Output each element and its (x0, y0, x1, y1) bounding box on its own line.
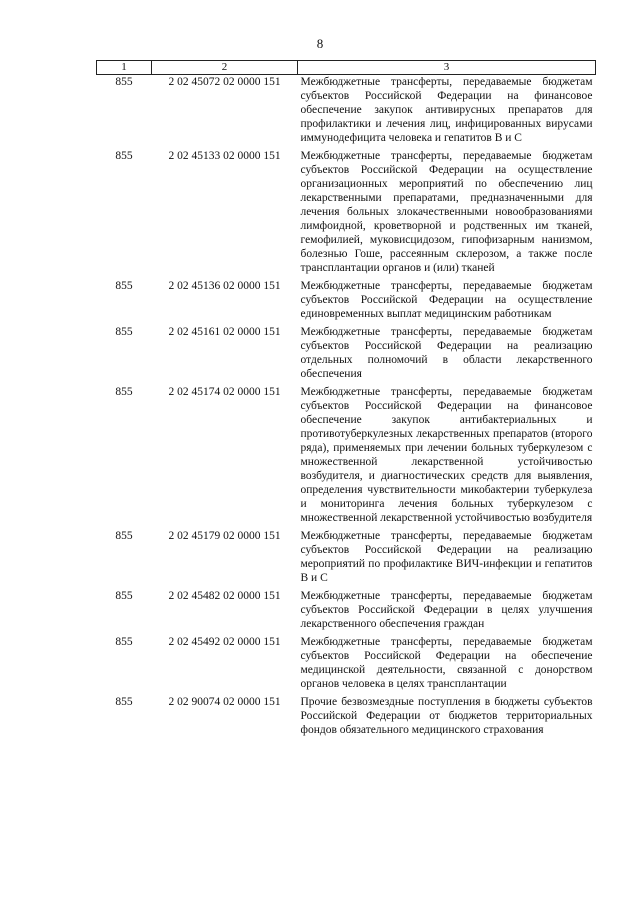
admin-code-cell: 855 (115, 280, 133, 292)
budget-code-cell: 2 02 45072 02 0000 151 (168, 76, 281, 88)
table-row (97, 385, 596, 529)
budget-code-cell: 2 02 45482 02 0000 151 (168, 590, 281, 602)
description-cell: Межбюджетные трансферты, передаваемые бюджетам субъектов Российской Федерации на реализацию отдельных полномочий в области лекарственного обеспечения (300, 326, 593, 380)
admin-code-cell: 855 (115, 636, 133, 648)
budget-code-cell: 2 02 45174 02 0000 151 (168, 386, 281, 398)
description-cell: Межбюджетные трансферты, передаваемые бюджетам субъектов Российской Федерации на финансовое обеспечение закупок антивирусных препаратов для профилактики и лечения лиц, инфицированных вирусами иммунодефицита человека и гепатитов В и С (300, 76, 593, 144)
description-cell: Прочие безвозмездные поступления в бюджеты субъектов Российской Федерации от бюджетов территориальных фондов обязательного медицинского страхования (300, 696, 593, 736)
budget-code-cell: 2 02 45136 02 0000 151 (168, 280, 281, 292)
description-cell: Межбюджетные трансферты, передаваемые бюджетам субъектов Российской Федерации на финансовое обеспечение закупок антибактериальных и противотуберкулезных лекарственных препаратов (второго ряда), применяемых при лечении больных туберкулезом с множественной лекарственной устойчивостью возбудителя, и диагностических средств для выявления, определения чувствительности микобактерии туберкулеза и мониторинга лечения больных туберкулезом с множественной лекарственной устойчивостью возбудителя (300, 386, 593, 524)
budget-code-cell: 2 02 45161 02 0000 151 (168, 326, 281, 338)
table-row (97, 149, 596, 279)
budget-code-cell: 2 02 45133 02 0000 151 (168, 150, 281, 162)
budget-code-cell: 2 02 45492 02 0000 151 (168, 636, 281, 648)
column-header-2: 2 (152, 61, 298, 75)
table-row (97, 695, 596, 741)
description-cell: Межбюджетные трансферты, передаваемые бюджетам субъектов Российской Федерации на осуществление организационных мероприятий по обеспечению лиц лекарственными препаратами, предназначенными для лечения больных злокачественными новообразованиями лимфоидной, кроветворной и родственных им тканей, гемофилией, муковисцидозом, гипофизарным нанизмом, болезнью Гоше, рассеянным склерозом, а также после трансплантации органов и (или) тканей (300, 150, 593, 274)
table-row (97, 635, 596, 695)
budget-code-cell: 2 02 90074 02 0000 151 (168, 696, 281, 708)
table-row (97, 279, 596, 325)
admin-code-cell: 855 (115, 326, 133, 338)
column-header-3: 3 (298, 61, 596, 75)
description-cell: Межбюджетные трансферты, передаваемые бюджетам субъектов Российской Федерации на осуществление единовременных выплат медицинским работникам (300, 280, 593, 320)
table-header-row (97, 61, 596, 75)
table-row (97, 529, 596, 589)
budget-code-cell: 2 02 45179 02 0000 151 (168, 530, 281, 542)
admin-code-cell: 855 (115, 386, 133, 398)
admin-code-cell: 855 (115, 590, 133, 602)
page-number: 8 (316, 36, 324, 51)
description-cell: Межбюджетные трансферты, передаваемые бюджетам субъектов Российской Федерации на реализацию мероприятий по профилактике ВИЧ-инфекции и гепатитов В и С (300, 530, 593, 584)
admin-code-cell: 855 (115, 530, 133, 542)
table-row (97, 75, 596, 150)
column-header-1: 1 (97, 61, 152, 75)
description-cell: Межбюджетные трансферты, передаваемые бюджетам субъектов Российской Федерации в целях улучшения лекарственного обеспечения граждан (300, 590, 593, 630)
table-row (97, 325, 596, 385)
budget-code-table (96, 60, 596, 741)
admin-code-cell: 855 (115, 696, 133, 708)
table-row (97, 589, 596, 635)
admin-code-cell: 855 (115, 150, 133, 162)
description-cell: Межбюджетные трансферты, передаваемые бюджетам субъектов Российской Федерации на обеспечение медицинской деятельности, связанной с донорством органов человека в целях трансплантации (300, 636, 593, 690)
admin-code-cell: 855 (115, 76, 133, 88)
